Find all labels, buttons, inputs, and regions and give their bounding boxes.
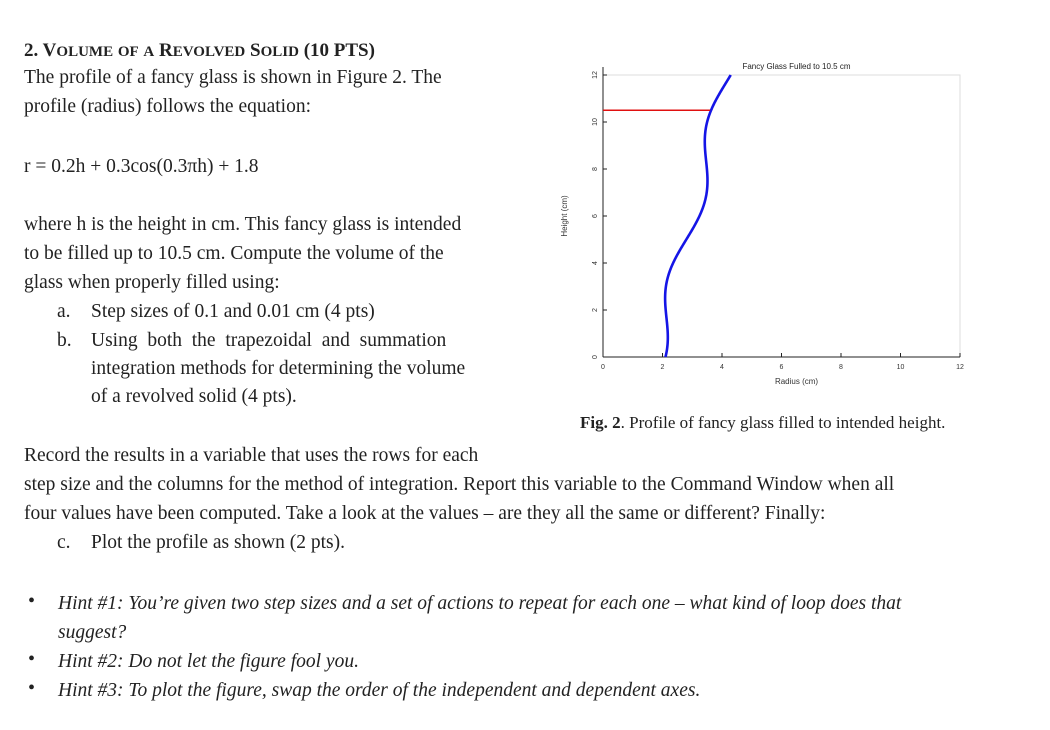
intro-line-2: profile (radius) follows the equation: bbox=[24, 96, 312, 117]
list-text-b-line2: integration methods for determining the volume bbox=[91, 358, 466, 379]
x-axis-label: Radius (cm) bbox=[774, 377, 819, 386]
title-word: SOLID bbox=[250, 40, 299, 61]
list-text-b-line1: Using both the trapezoidal and summation bbox=[91, 330, 447, 351]
problem-number: 2. bbox=[24, 40, 39, 61]
figure-caption-label: Fig. 2 bbox=[580, 413, 621, 432]
equation: r = 0.2h + 0.3cos(0.3πh) + 1.8 bbox=[24, 156, 259, 177]
y-tick-label: 10 bbox=[591, 118, 599, 126]
list-text-b-line3: of a revolved solid (4 pts). bbox=[91, 386, 297, 407]
hint-1-line-1: Hint #1: You’re given two step sizes and a set of actions to repeat for each one – what kind of loop does that bbox=[58, 593, 902, 614]
title-word: OF bbox=[117, 44, 139, 60]
figure-caption bbox=[580, 413, 945, 433]
profile-chart bbox=[540, 45, 970, 405]
list-item-a bbox=[57, 298, 527, 326]
problem-title bbox=[24, 40, 375, 62]
list-label-b: b. bbox=[57, 330, 72, 351]
y-tick-label: 2 bbox=[591, 308, 599, 312]
x-tick-label: 4 bbox=[720, 364, 724, 371]
figure-caption-text: . Profile of fancy glass filled to intended height. bbox=[620, 413, 946, 432]
problem-points: (10 PTS) bbox=[303, 40, 375, 61]
intro-line-1: The profile of a fancy glass is shown in Figure 2. The bbox=[24, 67, 442, 88]
y-tick-label: 0 bbox=[591, 355, 599, 359]
problem-title-text bbox=[43, 40, 304, 61]
bullet-1: • bbox=[28, 590, 36, 612]
title-word: A bbox=[143, 44, 155, 60]
x-tick-label: 2 bbox=[660, 364, 665, 371]
plot-area bbox=[603, 75, 960, 357]
record-line-2: step size and the columns for the method of integration. Report this variable to the Command Window when all bbox=[24, 474, 895, 495]
bullet-3: • bbox=[28, 677, 36, 699]
y-axis-label: Height (cm) bbox=[560, 195, 569, 237]
x-tick-label: 6 bbox=[779, 364, 784, 371]
record-line-3: four values have been computed. Take a look at the values – are they all the same or different? Finally: bbox=[24, 503, 826, 524]
x-tick-label: 8 bbox=[839, 364, 843, 371]
hint-1-line-2: suggest? bbox=[58, 622, 127, 643]
hint-2: Hint #2: Do not let the figure fool you. bbox=[58, 651, 359, 672]
y-tick-label: 6 bbox=[591, 214, 599, 218]
record-line-1: Record the results in a variable that uses the rows for each bbox=[24, 445, 479, 466]
chart-title: Fancy Glass Fulled to 10.5 cm bbox=[742, 62, 851, 71]
y-tick-label: 8 bbox=[591, 167, 599, 171]
list-label-a: a. bbox=[57, 301, 71, 322]
para-line-3: glass when properly filled using: bbox=[24, 272, 280, 293]
list-item-b bbox=[57, 327, 527, 413]
title-word: VOLUME bbox=[42, 40, 114, 61]
x-tick-label: 10 bbox=[896, 364, 905, 371]
x-tick-label: 0 bbox=[601, 364, 605, 371]
y-tick-label: 12 bbox=[591, 71, 599, 79]
list-text-c: Plot the profile as shown (2 pts). bbox=[91, 532, 346, 553]
title-word: REVOLVED bbox=[159, 40, 246, 61]
x-tick-label: 12 bbox=[956, 364, 964, 371]
list-text-a: Step sizes of 0.1 and 0.01 cm (4 pts) bbox=[91, 301, 375, 322]
hint-3: Hint #3: To plot the figure, swap the order of the independent and dependent axes. bbox=[58, 680, 701, 701]
bullet-2: • bbox=[28, 648, 36, 670]
list-item-c bbox=[57, 529, 457, 557]
y-tick-label: 4 bbox=[591, 261, 599, 265]
list-label-c: c. bbox=[57, 532, 71, 553]
para-line-2: to be filled up to 10.5 cm. Compute the volume of the bbox=[24, 243, 444, 264]
para-line-1: where h is the height in cm. This fancy glass is intended bbox=[24, 214, 462, 235]
